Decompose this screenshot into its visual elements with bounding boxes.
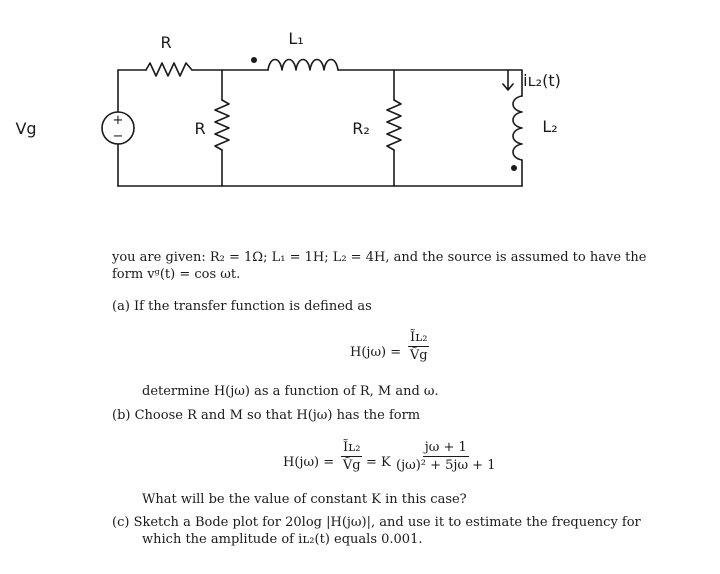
- part-a-mark: (a): [112, 299, 130, 314]
- part-a-text: If the transfer function is defined as: [134, 299, 372, 314]
- eq1-denominator: Ṽg: [409, 348, 428, 363]
- label-r2: R₂: [352, 119, 370, 138]
- source-minus-sign: −: [112, 129, 124, 144]
- part-b-mark: (b): [112, 408, 131, 423]
- label-r-series: R: [160, 33, 172, 52]
- dot-l1: [251, 57, 257, 63]
- resistor-series: [146, 63, 192, 76]
- current-arrow: [503, 70, 513, 90]
- inductor-l1: [268, 60, 338, 71]
- source-plus-sign: +: [112, 113, 124, 128]
- eq2-numerator-2: jω + 1: [424, 440, 467, 455]
- eq2-fraction-2: [396, 440, 495, 473]
- part-c-text-1: Sketch a Bode plot for 20log |H(jω)|, and use it to estimate the frequency for: [133, 515, 641, 530]
- part-a: [112, 298, 372, 315]
- resistor-r2: [387, 100, 401, 150]
- part-b-text: Choose R and M so that H(jω) has the form: [134, 408, 421, 423]
- part-a-determine: determine H(jω) as a function of R, M and ω.: [142, 384, 439, 399]
- question-k: What will be the value of constant K in this case?: [142, 492, 467, 507]
- label-r-shunt: R: [194, 119, 206, 138]
- eq2-fraction-1: [341, 440, 362, 473]
- part-c-line-1: [112, 514, 641, 531]
- eq2-denominator-1: Ṽg: [342, 458, 361, 473]
- given-line-1: you are given: R₂ = 1Ω; L₁ = 1H; L₂ = 4H, and the source is assumed to have the: [112, 250, 647, 265]
- part-b: [112, 407, 420, 424]
- label-l2: L₂: [542, 117, 558, 136]
- given-line-2: form vᵍ(t) = cos ωt.: [112, 267, 241, 282]
- inductor-l2: [513, 96, 522, 160]
- eq2-denominator-2: (jω)² + 5jω + 1: [396, 458, 496, 473]
- eq1-fraction: [408, 330, 429, 363]
- dot-l2: [511, 165, 517, 171]
- eq2-lhs: H(jω) =: [283, 455, 335, 470]
- eq2-numerator-1: Ĩʟ₂: [343, 440, 361, 455]
- circuit-diagram: [0, 0, 720, 240]
- eq1-numerator: Ĩʟ₂: [410, 330, 428, 345]
- label-vg: Vg: [15, 119, 37, 138]
- label-l1: L₁: [288, 29, 304, 48]
- label-il2: iʟ₂(t): [523, 71, 561, 90]
- eq1-lhs: H(jω) =: [350, 345, 402, 360]
- resistor-shunt: [215, 100, 229, 150]
- eq2-mid: = K: [366, 455, 391, 470]
- part-c-mark: (c): [112, 515, 130, 530]
- part-c-line-2: which the amplitude of iʟ₂(t) equals 0.001.: [142, 532, 423, 547]
